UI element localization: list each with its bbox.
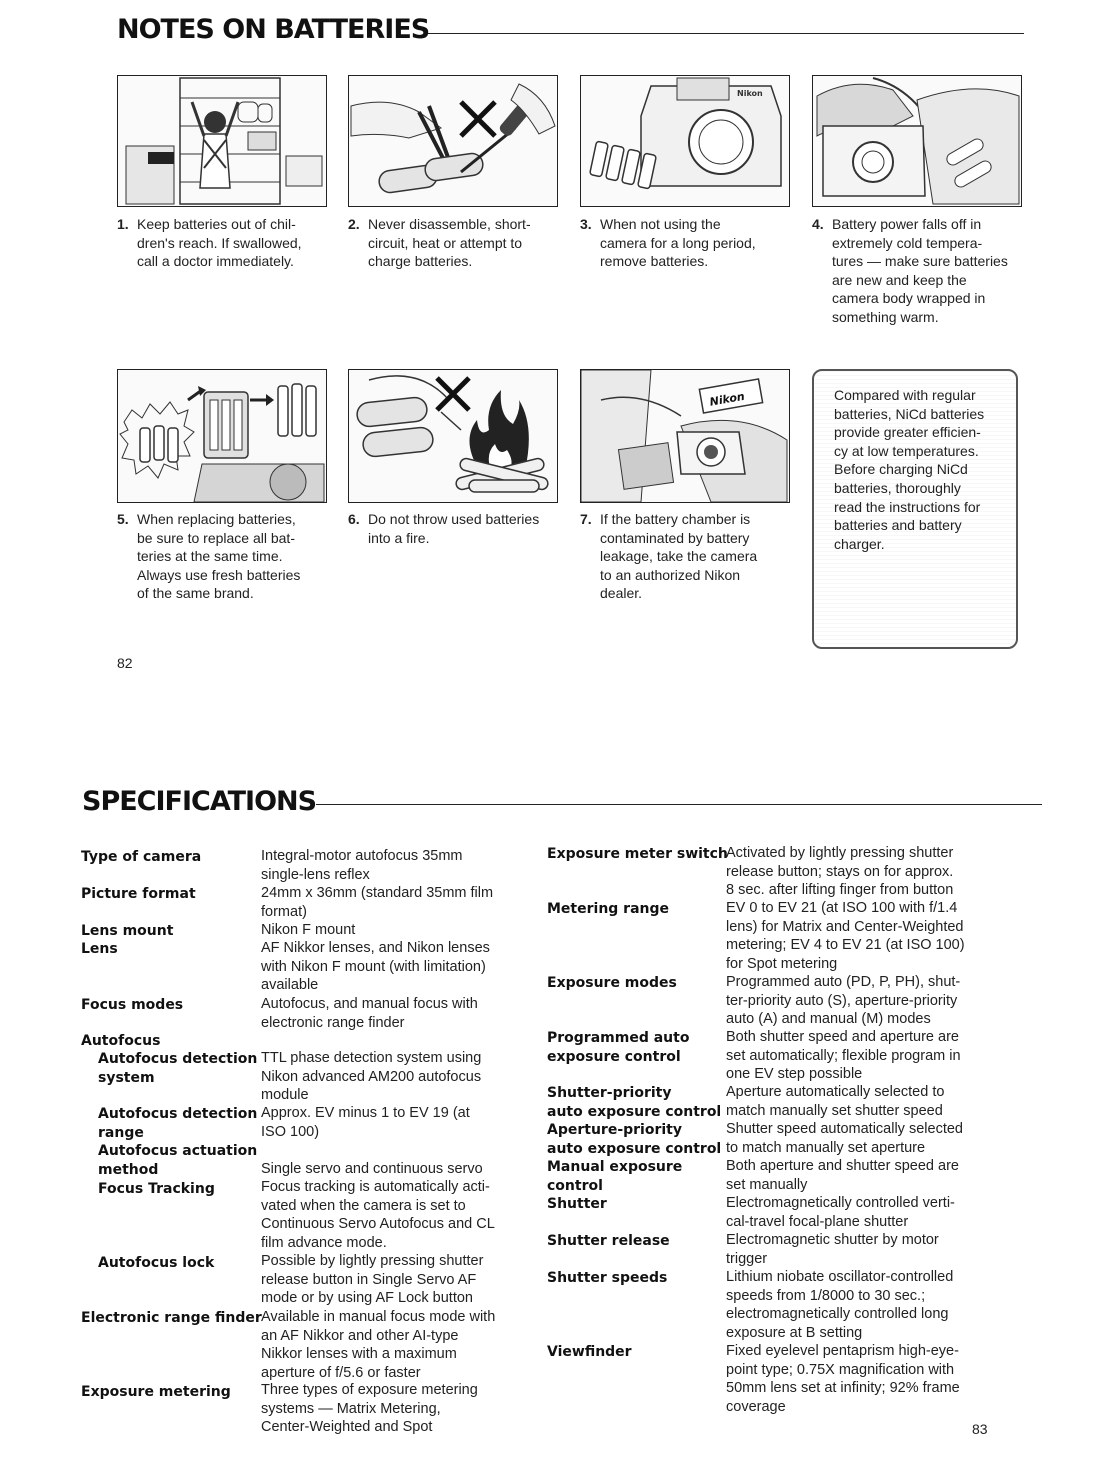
illustration-cold-weather <box>812 75 1022 207</box>
illustration-replace-batteries <box>117 369 327 503</box>
spec-value-lens-mount: Nikon F mount <box>261 922 356 938</box>
spec-label-exposure-modes: Exposure modes <box>547 975 677 991</box>
spec-value-exposure-modes: Programmed auto (PD, P, PH), shut- ter-priority auto (S), aperture-priority auto (A) and manual (M) modes <box>726 974 961 1027</box>
spec-label-af-detection-range: Autofocus detection range <box>98 1106 258 1141</box>
spec-value-af-detection-range: Approx. EV minus 1 to EV 19 (at ISO 100) <box>261 1105 470 1140</box>
note-item-7-number: 7. <box>580 511 592 527</box>
spec-label-aperture-priority: Aperture-priority auto exposure control <box>547 1122 722 1157</box>
note-item-2-number: 2. <box>348 216 360 232</box>
note-item-3-number: 3. <box>580 216 592 232</box>
spec-value-focus-modes: Autofocus, and manual focus with electronic range finder <box>261 996 478 1031</box>
spec-value-programmed-auto: Both shutter speed and aperture are set automatically; flexible program in one EV step possible <box>726 1029 961 1082</box>
spec-label-picture-format: Picture format <box>81 886 196 902</box>
nikon-sign-text: Nikon <box>708 389 746 409</box>
spec-value-shutter-priority: Aperture automatically selected to match manually set shutter speed <box>726 1084 945 1119</box>
spec-value-viewfinder: Fixed eyelevel pentaprism high-eye- point type; 0.75X magnification with 50mm lens set at infinity; 92% frame coverage <box>726 1343 960 1415</box>
spec-value-exposure-meter-switch: Activated by lightly pressing shutter release button; stays on for approx. 8 sec. after lifting finger from button <box>726 845 954 898</box>
nicd-note-text: Compared with regular batteries, NiCd batteries provide greater efficien- cy at low temperatures. Before charging NiCd batteries, thoroughly read the instructions for batteries and battery charger. <box>834 387 985 552</box>
note-item-5 <box>117 510 352 603</box>
spec-label-exposure-meter-switch: Exposure meter switch <box>547 846 728 862</box>
spec-label-programmed-auto: Programmed auto exposure control <box>547 1030 690 1065</box>
note-item-1-number: 1. <box>117 216 129 232</box>
spec-value-metering-range: EV 0 to EV 21 (at ISO 100 with f/1.4 lens) for Matrix and Center-Weighted metering; EV 4 to EV 21 (at ISO 100) for Spot metering <box>726 900 965 972</box>
spec-label-af-actuation: Autofocus actuation method <box>98 1143 258 1178</box>
spec-label-shutter-release: Shutter release <box>547 1233 670 1249</box>
spec-value-af-detection-system: TTL phase detection system using Nikon advanced AM200 autofocus module <box>261 1050 482 1103</box>
note-item-7 <box>580 510 815 603</box>
spec-label-focus-tracking: Focus Tracking <box>98 1181 215 1197</box>
note-item-6 <box>348 510 593 547</box>
spec-value-type-of-camera: Integral-motor autofocus 35mm single-lens reflex <box>261 848 463 883</box>
spec-value-af-actuation: Single servo and continuous servo <box>261 1161 483 1177</box>
spec-value-shutter: Electromagnetically controlled verti- cal-travel focal-plane shutter <box>726 1195 955 1230</box>
spec-value-aperture-priority: Shutter speed automatically selected to match manually set aperture <box>726 1121 963 1156</box>
notes-title-rule <box>428 33 1024 34</box>
note-item-3 <box>580 215 815 271</box>
note-item-1-text: Keep batteries out of chil- dren's reach. If swallowed, call a doctor immediately. <box>137 216 302 269</box>
note-item-5-number: 5. <box>117 511 129 527</box>
spec-label-manual-exposure: Manual exposure control <box>547 1159 683 1194</box>
note-item-6-text: Do not throw used batteries into a fire. <box>368 511 540 546</box>
note-item-6-number: 6. <box>348 511 360 527</box>
note-item-4-number: 4. <box>812 216 824 232</box>
spec-label-shutter-speeds: Shutter speeds <box>547 1270 668 1286</box>
spec-value-focus-tracking: Focus tracking is automatically acti- vated when the camera is set to Continuous Servo Autofocus and CL film advance mode. <box>261 1179 495 1251</box>
note-item-2-text: Never disassemble, short- circuit, heat or attempt to charge batteries. <box>368 216 531 269</box>
spec-value-manual-exposure: Both aperture and shutter speed are set manually <box>726 1158 959 1193</box>
nicd-note-box <box>812 369 1018 649</box>
spec-value-af-lock: Possible by lightly pressing shutter release button in Single Servo AF mode or by using AF Lock button <box>261 1253 484 1306</box>
spec-label-viewfinder: Viewfinder <box>547 1344 632 1360</box>
spec-label-metering-range: Metering range <box>547 901 670 917</box>
spec-label-lens-mount: Lens mount <box>81 923 174 939</box>
illustration-child-reach <box>117 75 327 207</box>
spec-value-exposure-metering: Three types of exposure metering systems — Matrix Metering, Center-Weighted and Spot <box>261 1382 478 1435</box>
note-item-7-text: If the battery chamber is contaminated by battery leakage, take the camera to an authorized Nikon dealer. <box>600 511 758 601</box>
spec-label-af-detection-system: Autofocus detection system <box>98 1051 258 1086</box>
note-item-5-text: When replacing batteries, be sure to replace all bat- teries at the same time. Always use fresh batteries of the same brand. <box>137 511 301 601</box>
spec-label-af-lock: Autofocus lock <box>98 1255 215 1271</box>
note-item-3-text: When not using the camera for a long period, remove batteries. <box>600 216 756 269</box>
spec-value-shutter-release: Electromagnetic shutter by motor trigger <box>726 1232 939 1267</box>
page-number-83: 83 <box>972 1421 988 1437</box>
illustration-nikon-dealer <box>580 369 790 503</box>
note-item-2 <box>348 215 583 271</box>
spec-value-picture-format: 24mm x 36mm (standard 35mm film format) <box>261 885 494 920</box>
spec-label-electronic-range-finder: Electronic range finder <box>81 1310 262 1326</box>
specs-title: SPECIFICATIONS <box>82 786 317 817</box>
spec-value-electronic-range-finder: Available in manual focus mode with an AF Nikkor and other AI-type Nikkor lenses with a maximum aperture of f/5.6 or faster <box>261 1309 496 1381</box>
note-item-4-text: Battery power falls off in extremely cold tempera- tures — make sure batteries are new and keep the camera body wrapped in something warm. <box>832 216 1008 325</box>
spec-label-type-of-camera: Type of camera <box>81 849 202 865</box>
illustration-remove-batteries <box>580 75 790 207</box>
note-item-4 <box>812 215 1052 326</box>
spec-label-shutter-priority: Shutter-priority auto exposure control <box>547 1085 722 1120</box>
spec-label-autofocus: Autofocus <box>81 1033 161 1049</box>
page-number-82: 82 <box>117 655 133 671</box>
svg-text:Nikon: Nikon <box>737 89 763 98</box>
illustration-no-fire <box>348 369 558 503</box>
spec-value-shutter-speeds: Lithium niobate oscillator-controlled speeds from 1/8000 to 30 sec.; electromagnetically controlled long exposure at B setting <box>726 1269 954 1341</box>
spec-label-lens: Lens <box>81 941 118 957</box>
spec-value-lens: AF Nikkor lenses, and Nikon lenses with Nikon F mount (with limitation) available <box>261 940 490 993</box>
spec-label-shutter: Shutter <box>547 1196 607 1212</box>
notes-title: NOTES ON BATTERIES <box>117 14 430 45</box>
note-item-1 <box>117 215 352 271</box>
illustration-disassemble <box>348 75 558 207</box>
spec-label-exposure-metering: Exposure metering <box>81 1384 231 1400</box>
specs-title-rule <box>316 804 1042 805</box>
spec-label-focus-modes: Focus modes <box>81 997 184 1013</box>
